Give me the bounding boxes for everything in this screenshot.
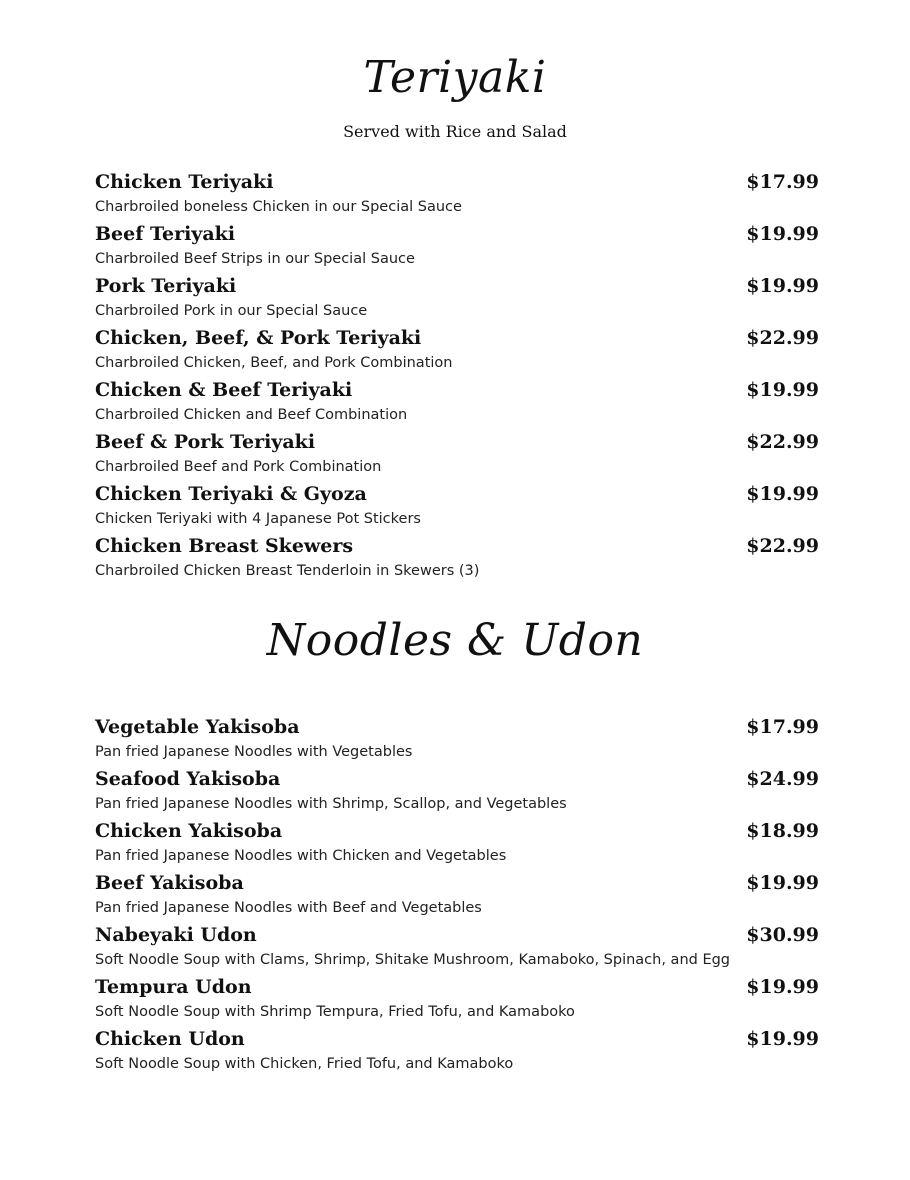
menu-item <box>95 1027 819 1079</box>
menu-item-price: $19.99 <box>746 872 819 894</box>
menu-item-price: $19.99 <box>746 379 819 401</box>
menu-item-price: $17.99 <box>746 171 819 193</box>
menu-item-name: Pork Teriyaki <box>95 275 237 297</box>
menu-item-price: $19.99 <box>746 223 819 245</box>
menu-item-description: Pan fried Japanese Noodles with Shrimp, Scallop, and Vegetables <box>95 796 567 812</box>
menu-item-price: $19.99 <box>746 976 819 998</box>
menu-item-description: Chicken Teriyaki with 4 Japanese Pot Stickers <box>95 511 421 527</box>
menu-item-description: Charbroiled Chicken Breast Tenderloin in Skewers (3) <box>95 563 480 579</box>
menu-item-price: $22.99 <box>746 535 819 557</box>
menu-item-description: Soft Noodle Soup with Clams, Shrimp, Shitake Mushroom, Kamaboko, Spinach, and Egg <box>95 952 731 968</box>
menu-item-name: Chicken Udon <box>95 1028 245 1050</box>
teriyaki-item-list <box>95 170 819 586</box>
menu-item-name: Seafood Yakisoba <box>95 768 281 790</box>
menu-item-name: Beef Teriyaki <box>95 223 236 245</box>
menu-item-name: Nabeyaki Udon <box>95 924 257 946</box>
menu-item <box>95 975 819 1027</box>
menu-item-name: Tempura Udon <box>95 976 252 998</box>
menu-item <box>95 222 819 274</box>
menu-item-name: Chicken, Beef, & Pork Teriyaki <box>95 327 422 349</box>
menu-item-description: Pan fried Japanese Noodles with Chicken and Vegetables <box>95 848 507 864</box>
menu-item-price: $19.99 <box>746 1028 819 1050</box>
menu-item-price: $17.99 <box>746 716 819 738</box>
menu-item-name: Chicken Teriyaki <box>95 171 274 193</box>
menu-item-price: $30.99 <box>746 924 819 946</box>
menu-item-price: $22.99 <box>746 431 819 453</box>
menu-item <box>95 326 819 378</box>
menu-item <box>95 534 819 586</box>
menu-item-description: Charbroiled Chicken, Beef, and Pork Combination <box>95 355 453 371</box>
menu-item-price: $18.99 <box>746 820 819 842</box>
menu-item-description: Charbroiled boneless Chicken in our Special Sauce <box>95 199 462 215</box>
menu-item <box>95 274 819 326</box>
menu-item <box>95 923 819 975</box>
menu-item-description: Charbroiled Beef and Pork Combination <box>95 459 382 475</box>
menu-item-name: Chicken Teriyaki & Gyoza <box>95 483 367 505</box>
menu-item <box>95 430 819 482</box>
menu-item-name: Vegetable Yakisoba <box>95 716 300 738</box>
menu-item-price: $19.99 <box>746 483 819 505</box>
menu-item-name: Beef Yakisoba <box>95 872 244 894</box>
menu-item-name: Chicken Breast Skewers <box>95 535 354 557</box>
menu-item <box>95 819 819 871</box>
menu-item-name: Chicken & Beef Teriyaki <box>95 379 353 401</box>
menu-item-description: Soft Noodle Soup with Chicken, Fried Tofu, and Kamaboko <box>95 1056 514 1072</box>
menu-item-price: $24.99 <box>746 768 819 790</box>
menu-item <box>95 871 819 923</box>
menu-item-description: Pan fried Japanese Noodles with Beef and Vegetables <box>95 900 482 916</box>
teriyaki-section-title: Teriyaki <box>363 52 547 103</box>
menu-item-description: Pan fried Japanese Noodles with Vegetables <box>95 744 413 760</box>
noodles-section-title: Noodles & Udon <box>266 615 644 666</box>
menu-item-description: Charbroiled Pork in our Special Sauce <box>95 303 368 319</box>
menu-item-description: Charbroiled Chicken and Beef Combination <box>95 407 408 423</box>
menu-item <box>95 715 819 767</box>
menu-item <box>95 170 819 222</box>
menu-item-name: Chicken Yakisoba <box>95 820 283 842</box>
menu-item-name: Beef & Pork Teriyaki <box>95 431 316 453</box>
teriyaki-section-subtitle: Served with Rice and Salad <box>343 122 567 141</box>
menu-item-price: $19.99 <box>746 275 819 297</box>
noodles-item-list <box>95 715 819 1079</box>
menu-item <box>95 482 819 534</box>
menu-item-price: $22.99 <box>746 327 819 349</box>
menu-item <box>95 767 819 819</box>
menu-item-description: Soft Noodle Soup with Shrimp Tempura, Fried Tofu, and Kamaboko <box>95 1004 575 1020</box>
menu-item-description: Charbroiled Beef Strips in our Special Sauce <box>95 251 415 267</box>
menu-item <box>95 378 819 430</box>
